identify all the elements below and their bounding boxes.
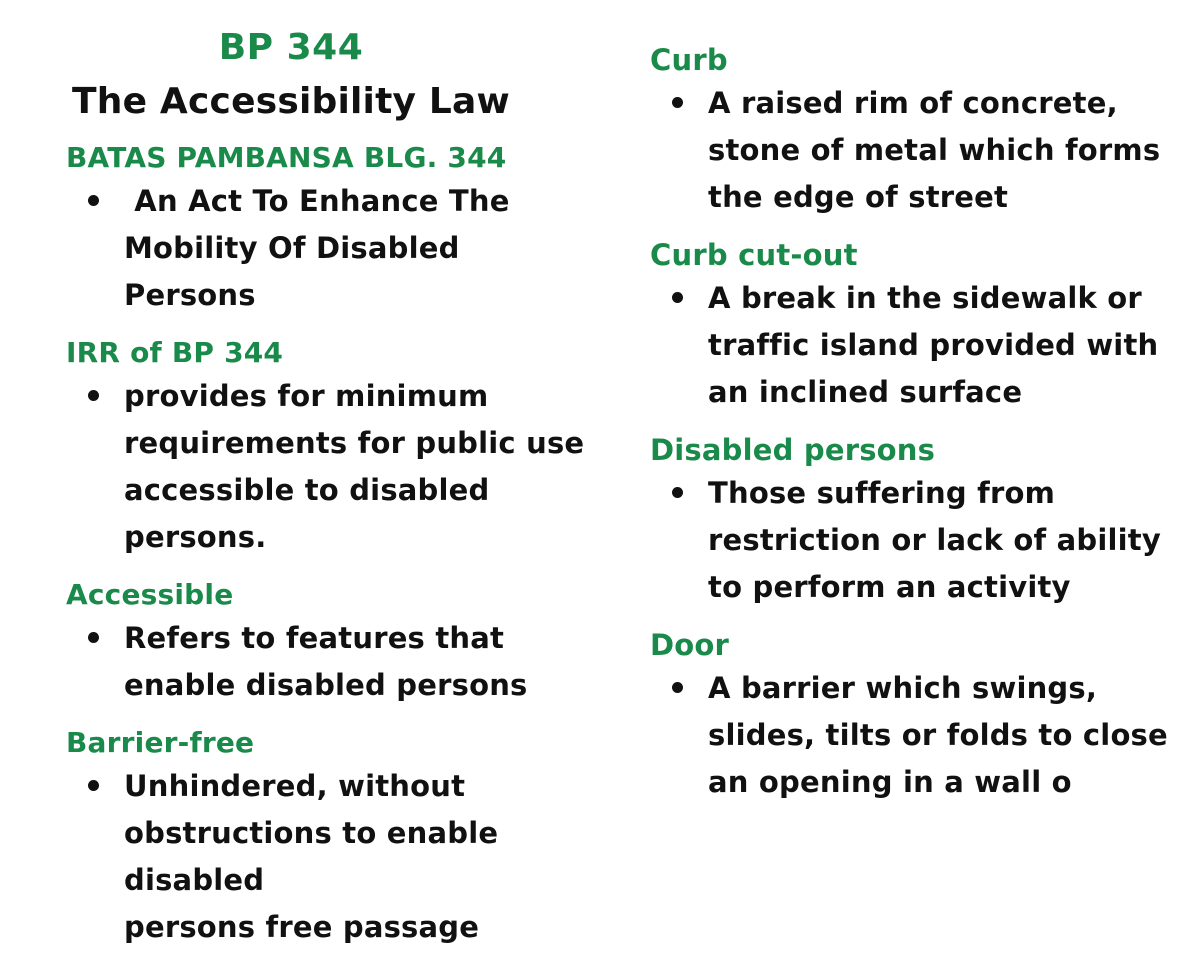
section-bullet: [650, 665, 1170, 806]
bullet-line: provides for minimum: [124, 379, 489, 413]
section-bullet: [66, 373, 586, 561]
bullet-line: requirements for public use: [124, 426, 585, 460]
bullet-line: Those suffering from: [708, 476, 1055, 510]
section-batas-pambansa: [66, 138, 586, 319]
section-bullet: [650, 80, 1170, 221]
bullet-line: A barrier which swings,: [708, 671, 1098, 705]
bullet-line: A break in the sidewalk or: [708, 281, 1142, 315]
section-heading: Door: [650, 628, 730, 662]
bullet-line: the edge of street: [708, 180, 1009, 214]
section-curb-cut-out: [650, 235, 1170, 416]
section-disabled-persons: [650, 430, 1170, 611]
section-bullet: [66, 763, 586, 951]
bullet-line: to perform an activity: [708, 570, 1071, 604]
section-heading: Curb cut-out: [650, 238, 858, 272]
bullet-icon: [672, 487, 683, 498]
bullet-line: persons.: [124, 520, 267, 554]
section-curb: [650, 40, 1170, 221]
section-heading: BATAS PAMBANSA BLG. 344: [66, 141, 507, 174]
bullet-line: persons free passage: [124, 910, 480, 944]
bullet-line: obstructions to enable disabled: [124, 816, 499, 897]
bullet-line: an inclined surface: [708, 375, 1023, 409]
bullet-line: Mobility Of Disabled Persons: [124, 231, 460, 312]
bullet-line: accessible to disabled: [124, 473, 490, 507]
bullet-line: A raised rim of concrete,: [708, 86, 1118, 120]
bullet-icon: [672, 682, 683, 693]
bullet-icon: [88, 390, 99, 401]
left-column: [66, 0, 586, 951]
bullet-icon: [88, 632, 99, 643]
section-bullet: [66, 178, 586, 319]
bullet-line: Refers to features that: [124, 621, 505, 655]
title-block: [66, 0, 516, 132]
right-column: [650, 40, 1170, 806]
section-bullet: [650, 470, 1170, 611]
bullet-line: Unhindered, without: [124, 769, 466, 803]
section-accessible: [66, 575, 586, 709]
section-bullet: [650, 275, 1170, 416]
page-title: The Accessibility Law: [72, 81, 510, 122]
section-irr: [66, 333, 586, 561]
section-bullet: [66, 615, 586, 709]
section-heading: IRR of BP 344: [66, 336, 284, 369]
section-heading: Disabled persons: [650, 433, 936, 467]
bullet-icon: [672, 97, 683, 108]
bullet-icon: [88, 780, 99, 791]
bullet-line: stone of metal which forms: [708, 133, 1161, 167]
bullet-line: An Act To Enhance The: [124, 184, 510, 218]
bullet-line: enable disabled persons: [124, 668, 528, 702]
bullet-line: restriction or lack of ability: [708, 523, 1161, 557]
section-heading: Accessible: [66, 578, 234, 611]
bullet-icon: [88, 195, 99, 206]
section-heading: Curb: [650, 43, 728, 77]
section-barrier-free: [66, 723, 586, 951]
section-heading: Barrier-free: [66, 726, 255, 759]
bullet-line: an opening in a wall o: [708, 765, 1072, 799]
bullet-line: slides, tilts or folds to close: [708, 718, 1168, 752]
bullet-icon: [672, 292, 683, 303]
title-code: BP 344: [218, 27, 364, 68]
bullet-line: traffic island provided with: [708, 328, 1159, 362]
section-door: [650, 625, 1170, 806]
